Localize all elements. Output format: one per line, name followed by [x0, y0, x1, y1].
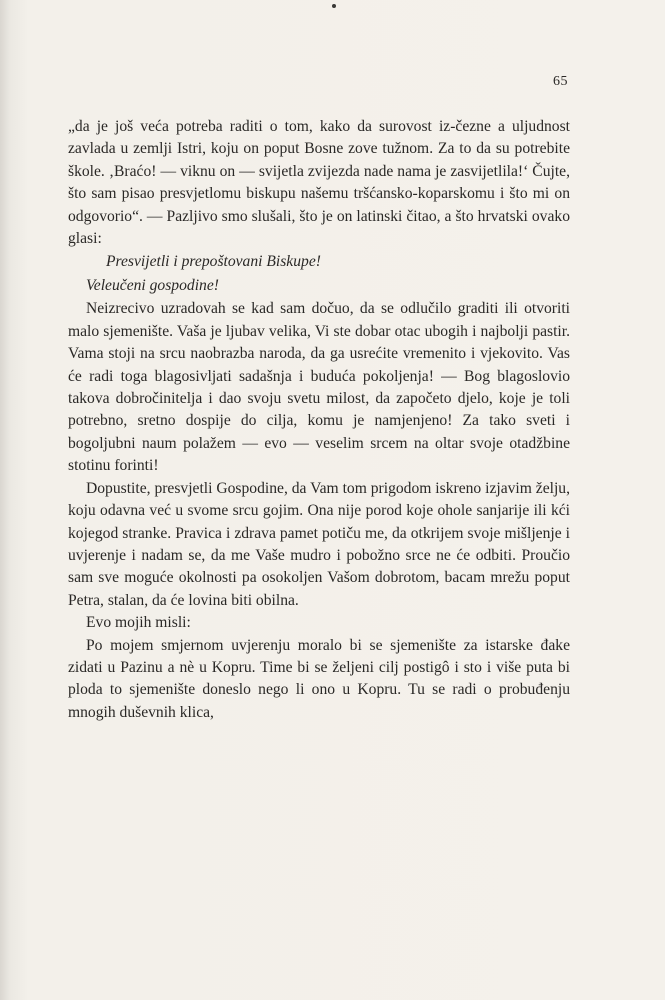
letter-paragraph-1: Neizrecivo uzradovah se kad sam dočuo, da se odlučilo graditi ili otvoriti malo sjemenište. Vaša je ljubav velika, Vi ste dobar otac ubogih i najbolji pastir. Vama stoji na srcu naobrazba naroda, da ga usrećite vremenito i vjekovito. Vas će radi toga blagosivljati sadašnja i buduća pokoljenja! — Bog blagoslovio takova dobročinitelja i dao svoju svetu milost, da započeto djelo, koje je toli potrebno, sretno dospije do cilja, komu je namjenjeno! Za tako sveti i bogoljubni naum polažem — evo — veselim srcem na oltar svoje otadžbine stotinu forinti!: [68, 300, 570, 475]
letter-salutation-1: Presvijetli i prepoštovani Biskupe!: [106, 253, 321, 271]
letter-paragraph-2: Dopustite, presvjetli Gospodine, da Vam tom prigodom iskreno izjavim želju, koju odavna već u svome srcu gojim. Ona nije porod koje ohole sanjarije ili kći kojegod stranke. Pravica i zdrava pamet potiču me, da otkrijem svoje mišljenje i uvjerenje i nadam se, da me Vaše mudro i pobožno srce ne će odbiti. Proučio sam sve moguće okolnosti pa osokoljen Vašom dobrotom, bacam mrežu poput Petra, stalan, da će lovina biti obilna.: [68, 479, 570, 609]
page-number: 65: [553, 74, 568, 89]
letter-paragraph-3: Evo mojih misli:: [86, 614, 191, 632]
intro-paragraph: „da je još veća potreba raditi o tom, kako da surovost iz-čezne a uljudnost zavlada u zemlji Istri, koju on poput Bosne zove tužnom. Za to da su potrebite škole. ‚Braćo! — viknu on — svijetla zvijezda nade nama je zasvijetlila!‘ Čujte, što sam pisao presvjetlomu biskupu našemu tršćansko-koparskomu i što mi on odgovorio“. — Pazljivo smo slušali, što je on latinski čitao, a što hrvatski ovako glasi:: [68, 118, 570, 248]
ink-dot: [332, 4, 336, 8]
letter-salutation-2: Veleučeni gospodine!: [86, 277, 219, 295]
letter-paragraph-4: Po mojem smjernom uvjerenju moralo bi se sjemenište za istarske đake zidati u Pazinu a nè u Kopru. Time bi se željeni cilj postigô i sto i više puta bi ploda to sjemenište doneslo nego li ono u Kopru. Tu se radi o probuđenju mnogih duševnih klica,: [68, 636, 570, 721]
body-text: [68, 116, 570, 724]
